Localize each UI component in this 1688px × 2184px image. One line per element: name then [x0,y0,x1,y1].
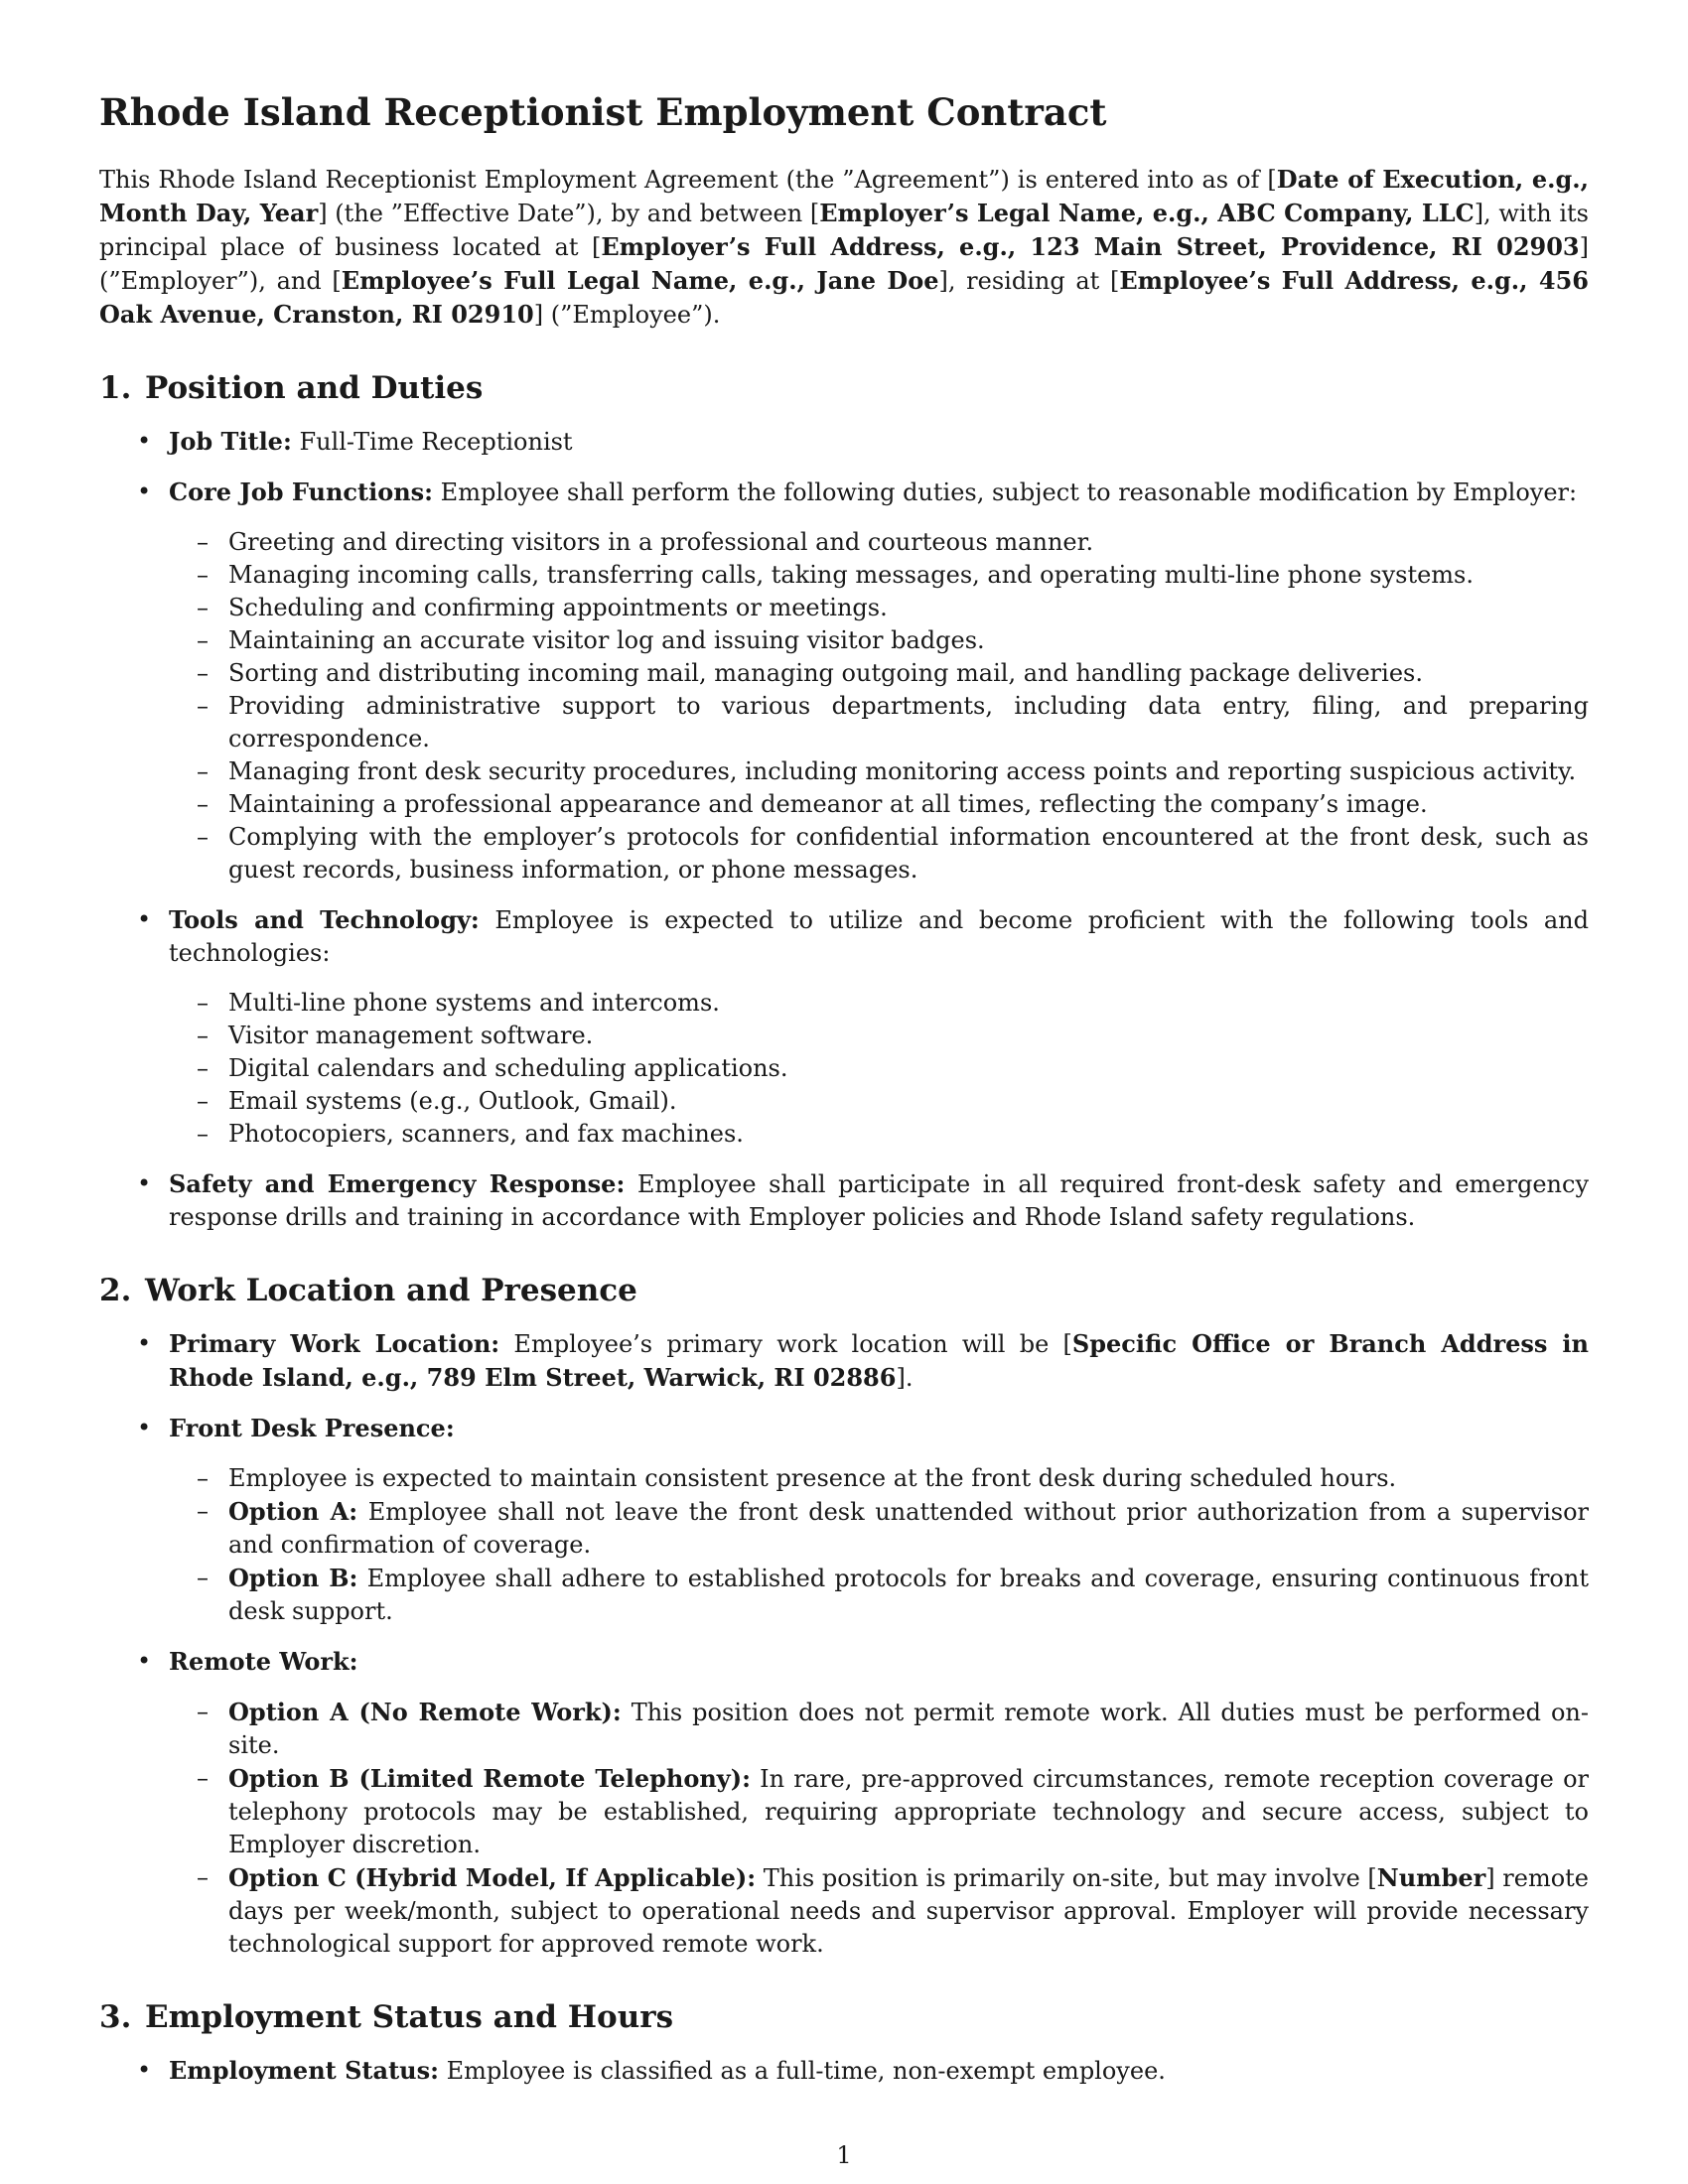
intro-paragraph [99,163,1589,332]
sublist-item: – Managing front desk security procedures, including monitoring access points and reporting suspicious activity. [169,755,1589,788]
option-text: This position is primarily on-site, but may involve [ [756,1864,1377,1892]
option-text: ] remote days per week/month, subject to operational needs and supervisor approval. Employer will provide necessary technological support for approved remote work. [228,1864,1590,1958]
sublist-item: – Complying with the employer’s protocols for confidential information encountered at the front desk, such as guest records, business information, or phone messages. [169,821,1589,887]
sublist-item: – Maintaining an accurate visitor log and issuing visitor badges. [169,624,1589,657]
option-label: Option A: [228,1497,358,1526]
list-item-safety [99,1167,1589,1234]
sublist-item: – Sorting and distributing incoming mail, managing outgoing mail, and handling package deliveries. [169,657,1589,690]
section-heading-3 [99,1996,1589,2038]
sublist-item: – Scheduling and confirming appointments or meetings. [169,592,1589,624]
item-text: Employee shall perform the following duties, subject to reasonable modification by Employer: [433,478,1578,506]
intro-text: ] (”Employer”), and [ [99,233,1589,295]
item-label: Safety and Emergency Response: [169,1169,626,1198]
section-number: 3. [99,1999,132,2035]
list-item-tools [99,903,1589,1151]
section-number: 1. [99,370,132,406]
list-item-front-desk [99,1412,1589,1628]
section-number: 2. [99,1273,132,1308]
sublist-item: – Digital calendars and scheduling applications. [169,1052,1589,1085]
item-text: Employee is classified as a full-time, non-exempt employee. [438,2057,1166,2085]
sublist-item: – Email systems (e.g., Outlook, Gmail). [169,1085,1589,1118]
item-label: Employment Status: [169,2056,439,2085]
placeholder-employer-address: Employer’s Full Address, e.g., 123 Main Street, Providence, RI 02903 [601,232,1580,261]
core-functions-sublist [169,526,1589,887]
list-item-remote-work [99,1645,1589,1961]
option-text: In rare, pre-approved circumstances, remote reception coverage or telephony protocols may be established, requiring appropriate technology and secure access, subject to Employer discretion. [228,1765,1589,1858]
item-text: Full-Time Receptionist [291,428,573,456]
item-label: Primary Work Location: [169,1329,500,1358]
sublist-item: – Managing incoming calls, transferring calls, taking messages, and operating multi-line phone systems. [169,559,1589,592]
sublist-item [169,1696,1589,1762]
sublist-item [169,1861,1589,1961]
placeholder-date: Date of Execution, e.g., Month Day, Year [99,165,1589,227]
sublist-item: – Multi-line phone systems and intercoms. [169,987,1589,1020]
sublist-item: – Maintaining a professional appearance and demeanor at all times, reflecting the company’s image. [169,788,1589,821]
page-number: 1 [836,2141,852,2169]
option-label: Option B: [228,1564,358,1592]
document-page [99,87,1589,2105]
intro-text: ], residing at [ [938,267,1120,295]
item-text: Employee is expected to utilize and become proficient with the following tools and technologies: [169,906,1589,967]
section-2-list [99,1327,1589,1961]
intro-text: ] (the ”Effective Date”), by and between [ [318,200,820,227]
tools-sublist [169,987,1589,1151]
intro-text: ] (”Employee”). [533,301,721,329]
section-heading-1 [99,367,1589,409]
option-label: Option C (Hybrid Model, If Applicable): [228,1863,757,1892]
sublist-item: – Greeting and directing visitors in a professional and courteous manner. [169,526,1589,559]
item-text: Employee shall participate in all required front-desk safety and emergency response drills and training in accordance with Employer policies and Rhode Island safety regulations. [169,1170,1590,1231]
intro-text: This Rhode Island Receptionist Employment Agreement (the ”Agreement”) is entered into as of [ [99,166,1277,194]
remote-work-sublist [169,1696,1589,1961]
section-1-list [99,425,1589,1234]
item-label: Front Desk Presence: [169,1414,455,1442]
list-item-employment-status [99,2054,1589,2088]
list-item-job-title [99,425,1589,459]
placeholder-employee-name: Employee’s Full Legal Name, e.g., Jane Doe [341,266,939,295]
option-text: Employee shall not leave the front desk unattended without prior authorization from a supervisor and confirmation of coverage. [228,1498,1590,1559]
item-text: ]. [896,1364,914,1392]
document-title: Rhode Island Receptionist Employment Contract [99,90,1107,134]
item-label: Core Job Functions: [169,478,434,506]
sublist-item [169,1495,1589,1562]
option-label: Option A (No Remote Work): [228,1698,622,1726]
item-label: Tools and Technology: [169,905,480,934]
item-text: Employee’s primary work location will be [ [499,1330,1072,1358]
item-label: Remote Work: [169,1647,358,1676]
list-item-primary-location [99,1327,1589,1395]
sublist-item [169,1562,1589,1628]
section-title: Position and Duties [145,370,484,406]
placeholder-employer-name: Employer’s Legal Name, e.g., ABC Company, LLC [819,199,1475,227]
section-heading-2 [99,1270,1589,1311]
front-desk-sublist [169,1462,1589,1628]
placeholder-number: Number [1376,1863,1486,1892]
list-item-core-functions [99,476,1589,887]
section-title: Work Location and Presence [145,1273,637,1308]
section-title: Employment Status and Hours [145,1999,674,2035]
item-label: Job Title: [169,427,292,456]
option-text: This position does not permit remote work. All duties must be performed on-site. [228,1699,1589,1759]
sublist-item: – Visitor management software. [169,1020,1589,1052]
placeholder-office-address: Specific Office or Branch Address in Rhode Island, e.g., 789 Elm Street, Warwick, RI 02886 [169,1329,1589,1392]
sublist-item [169,1762,1589,1861]
sublist-item: – Employee is expected to maintain consistent presence at the front desk during scheduled hours. [169,1462,1589,1495]
sublist-item: – Photocopiers, scanners, and fax machines. [169,1118,1589,1151]
intro-text: ], with its principal place of business located at [ [99,200,1589,261]
section-3-list [99,2054,1589,2088]
sublist-item: – Providing administrative support to various departments, including data entry, filing, and preparing correspondence. [169,690,1589,755]
placeholder-employee-address: Employee’s Full Address, e.g., 456 Oak Avenue, Cranston, RI 02910 [99,266,1589,329]
option-text: Employee shall adhere to established protocols for breaks and coverage, ensuring continuous front desk support. [228,1565,1589,1625]
option-label: Option B (Limited Remote Telephony): [228,1764,751,1793]
